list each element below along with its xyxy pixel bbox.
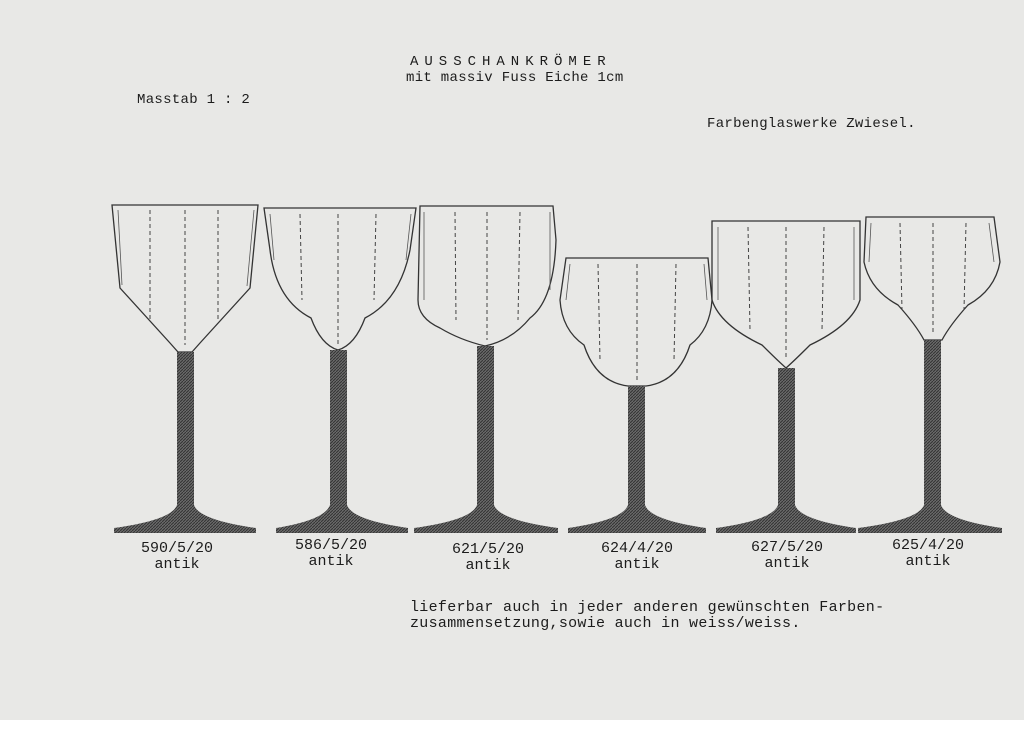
glass-number: 586/5/20	[294, 537, 367, 554]
sheet-title: AUSSCHANKRÖMER	[410, 54, 612, 70]
glass-finish: antik	[154, 556, 200, 573]
caption-glass-2	[261, 538, 401, 570]
glass-number: 621/5/20	[451, 541, 524, 558]
glass-621	[414, 206, 558, 533]
caption-glass-4	[567, 541, 707, 573]
caption-glass-6	[858, 538, 998, 570]
glass-number: 590/5/20	[140, 540, 213, 557]
caption-glass-1	[107, 541, 247, 573]
glass-625	[858, 217, 1002, 533]
glass-number: 624/4/20	[600, 540, 673, 557]
glass-finish: antik	[764, 555, 810, 572]
glass-finish: antik	[614, 556, 660, 573]
availability-note-line-1: lieferbar auch in jeder anderen gewünschten Farben-	[410, 599, 885, 616]
glass-624	[560, 258, 712, 533]
glass-finish: antik	[905, 553, 951, 570]
caption-glass-5	[717, 540, 857, 572]
glass-590	[112, 205, 258, 533]
glass-number: 627/5/20	[750, 539, 823, 556]
glass-finish: antik	[465, 557, 511, 574]
availability-note-line-2: zusammensetzung,sowie auch in weiss/weiss.	[410, 615, 801, 632]
page-margin	[0, 720, 1024, 745]
glass-number: 625/4/20	[891, 537, 964, 554]
maker-label: Farbenglaswerke Zwiesel.	[707, 116, 916, 132]
sheet-subtitle: mit massiv Fuss Eiche 1cm	[406, 70, 624, 86]
scale-label: Masstab 1 : 2	[137, 92, 251, 108]
glass-finish: antik	[308, 553, 354, 570]
caption-glass-3	[418, 542, 558, 574]
glass-586	[264, 208, 416, 533]
glass-627	[712, 221, 860, 533]
